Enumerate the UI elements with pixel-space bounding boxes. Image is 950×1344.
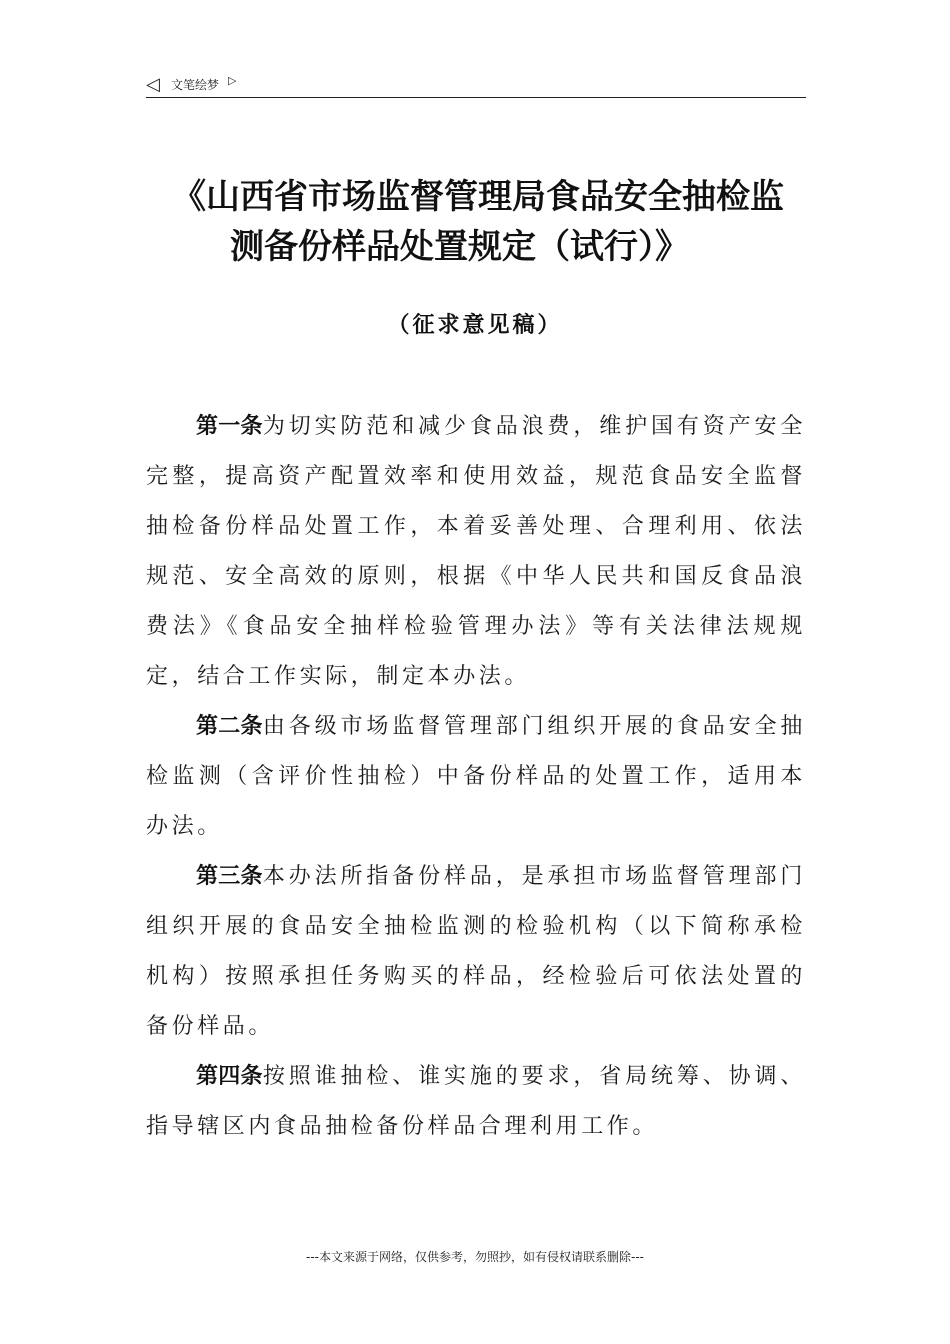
title-line-2: 测备份样品处置规定（试行）》 [230, 227, 689, 267]
article-4 [146, 1052, 806, 1152]
document-subtitle: （征求意见稿） [387, 312, 563, 338]
article-1-label: 第一条 [196, 414, 263, 439]
document-title [120, 172, 840, 272]
article-4-text: 按照谁抽检、谁实施的要求，省局统筹、协调、指导辖区内食品抽检备份样品合理利用工作。 [146, 1064, 806, 1139]
article-3-text: 本办法所指备份样品，是承担市场监督管理部门组织开展的食品安全抽检监测的检验机构（以下简称承检机构）按照承担任务购买的样品，经检验后可依法处置的备份样品。 [146, 864, 806, 1039]
article-3-label: 第三条 [196, 864, 263, 889]
left-triangle-icon: ◁ [146, 74, 160, 95]
title-line-1: 《山西省市场监督管理局食品安全抽检监 [172, 177, 784, 217]
header-divider [146, 97, 806, 98]
article-1 [146, 402, 806, 702]
article-3 [146, 852, 806, 1052]
page-footer-disclaimer: ---本文来源于网络，仅供参考，勿照抄，如有侵权请联系删除--- [306, 1250, 644, 1264]
header-text: 文笔绘梦 [170, 78, 219, 92]
article-2 [146, 702, 806, 852]
article-1-text: 为切实防范和减少食品浪费，维护国有资产安全完整，提高资产配置效率和使用效益，规范食品安全监督抽检备份样品处置工作，本着妥善处理、合理利用、依法规范、安全高效的原则，根据《中华人民共和国反食品浪费法》《食品安全抽样检验管理办法》等有关法律法规规定，结合工作实际，制定本办法。 [146, 414, 806, 689]
article-2-text: 由各级市场监督管理部门组织开展的食品安全抽检监测（含评价性抽检）中备份样品的处置工作，适用本办法。 [146, 714, 806, 839]
page-header [146, 74, 806, 98]
article-4-label: 第四条 [196, 1064, 263, 1089]
right-triangle-icon: ▷ [228, 74, 237, 87]
article-2-label: 第二条 [196, 714, 263, 739]
